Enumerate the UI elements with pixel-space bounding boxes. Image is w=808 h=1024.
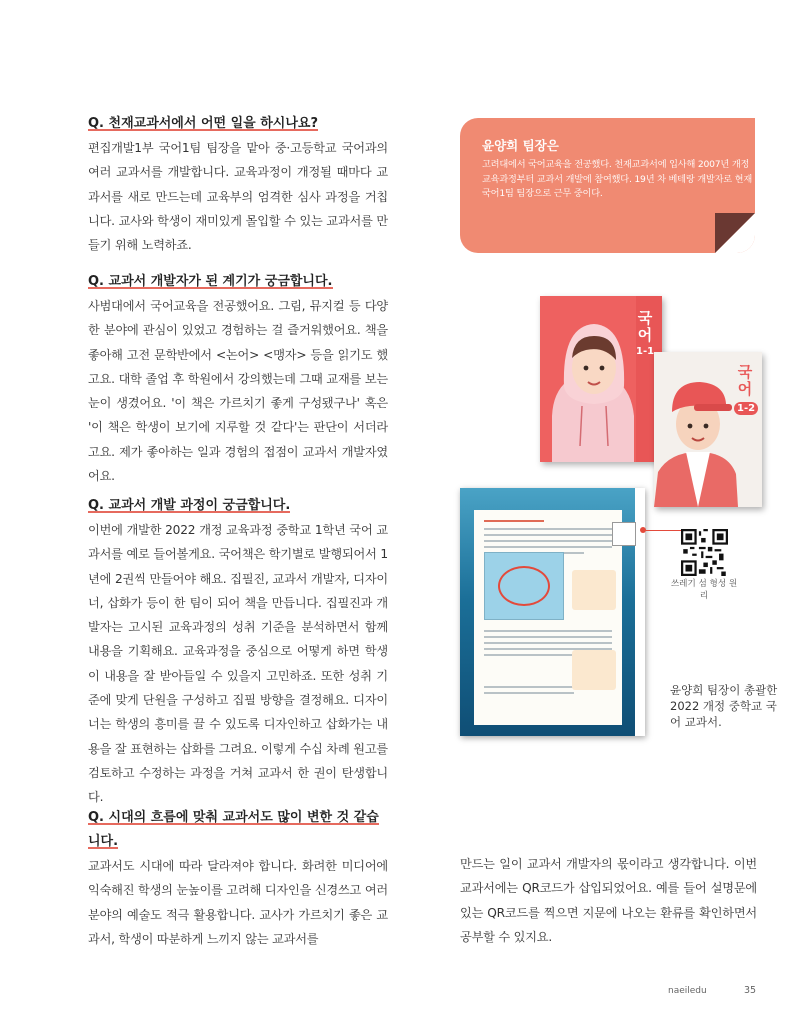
profile-title: 윤양희 팀장은: [482, 138, 559, 153]
textbook-page-sample: [460, 488, 645, 736]
student-illustration-boy: [654, 352, 740, 507]
qa-section-2: [88, 270, 388, 488]
textbook-cover-1: [540, 296, 662, 462]
answer-text: 이번에 개발한 2022 개정 교육과정 중학교 1학년 국어 교과서를 예로 들어볼게요. 국어책은 학기별로 발행되어서 1년에 2권씩 만들어야 해요. 집필진, 교과서 개발자, 디자이너, 삽화가 등이 한 팀이 되어 책을 만듭니다. 집필진과 개발자는 고시된 교육과정의 성취 기준을 분석하면서 함께 내용을 기획해요. 교육과정을 중심으로 어떻게 하면 학생이 내용을 잘 받아들일 수 있을지 고민하죠. 또한 성취 기준에 맞게 단원을 구성하고 집필 방향을 결정해요. 디자이너는 학생의 흥미를 끌 수 있도록 디자인하고 삽화가는 내용을 잘 표현하는 삽화를 그려요. 이렇게 수십 차례 원고를 검토하고 수정하는 과정을 거쳐 교과서 한 권이 탄생합니다.: [88, 523, 388, 805]
answer-text: 편집개발1부 국어1팀 팀장을 맡아 중·고등학교 국어과의 여러 교과서를 개발합니다. 교육과정이 개정될 때마다 교과서를 새로 만드는데 교육부의 엄격한 심사 과정을 거칩니다. 교사와 학생이 재미있게 몰입할 수 있는 교과서를 만들기 위해 노력하죠.: [88, 141, 388, 253]
book-grade: 1-1: [636, 346, 655, 357]
qr-code-icon[interactable]: [681, 529, 728, 576]
page-qr-code-icon: [612, 522, 636, 546]
right-column: [460, 852, 757, 949]
profile-body: 고려대에서 국어교육을 전공했다. 천재교과서에 입사해 2007년 개정 교육과정부터 교과서 개발에 참여했다. 19년 차 베테랑 개발자로 현재 국어1팀 팀장으로 근무 중이다.: [482, 159, 753, 199]
qa-section-4: [88, 804, 388, 951]
footer-brand: naeiledu: [668, 986, 707, 996]
book-grade: 1-2: [734, 402, 758, 415]
question-heading: Q. 교과서 개발자가 된 계기가 궁금합니다.: [88, 274, 333, 289]
book-title: 국어: [637, 309, 653, 344]
question-heading: Q. 시대의 흐름에 맞춰 교과서도 많이 변한 것 같습니다.: [88, 810, 379, 849]
profile-card: [460, 118, 755, 253]
pointer-line: [645, 530, 685, 531]
textbook-cover-2: [654, 352, 762, 507]
photo-caption: 윤양희 팀장이 총괄한 2022 개정 중학교 국어 교과서.: [670, 683, 778, 729]
page-number: 35: [744, 985, 757, 996]
student-illustration-girl: [542, 306, 642, 462]
book-title: 국어: [737, 363, 753, 398]
question-heading: Q. 천재교과서에서 어떤 일을 하시나요?: [88, 116, 319, 131]
qr-label: 쓰레기 섬 형성 원리: [670, 579, 738, 601]
question-heading: Q. 교과서 개발 과정이 궁금합니다.: [88, 498, 291, 513]
garbage-patch-ring: [498, 566, 550, 606]
answer-text: 교과서도 시대에 따라 달라져야 합니다. 화려한 미디어에 익숙해진 학생의 눈높이를 고려해 디자인을 신경쓰고 여러 분야의 예술도 적극 활용합니다. 교사가 가르치기 좋은 교과서, 학생이 따분하게 느끼지 않는 교과서를: [88, 859, 388, 946]
answer-text: 사범대에서 국어교육을 전공했어요. 그림, 뮤지컬 등 다양한 분야에 관심이 있었고 경험하는 걸 즐거워했어요. 책을 좋아해 고전 문학반에서 <논어> <맹자> 등을 읽기도 했고요. 대학 졸업 후 학원에서 강의했는데 그때 교재를 보는 눈이 생겼어요. '이 책은 가르치기 좋게 구성됐구나' 혹은 '이 책은 학생이 보기에 지루할 것 같다'는 판단이 서더라고요. 제가 좋아하는 일과 경험의 접점이 교과서 개발자였어요.: [88, 299, 388, 484]
answer-continuation: 만드는 일이 교과서 개발자의 몫이라고 생각합니다. 이번 교과서에는 QR코드가 삽입되었어요. 예를 들어 설명문에 있는 QR코드를 찍으면 지문에 나오는 환류를 확인하면서 공부할 수 있지요.: [460, 857, 757, 944]
qa-section-1: [88, 112, 388, 257]
qa-section-3: [88, 494, 388, 810]
